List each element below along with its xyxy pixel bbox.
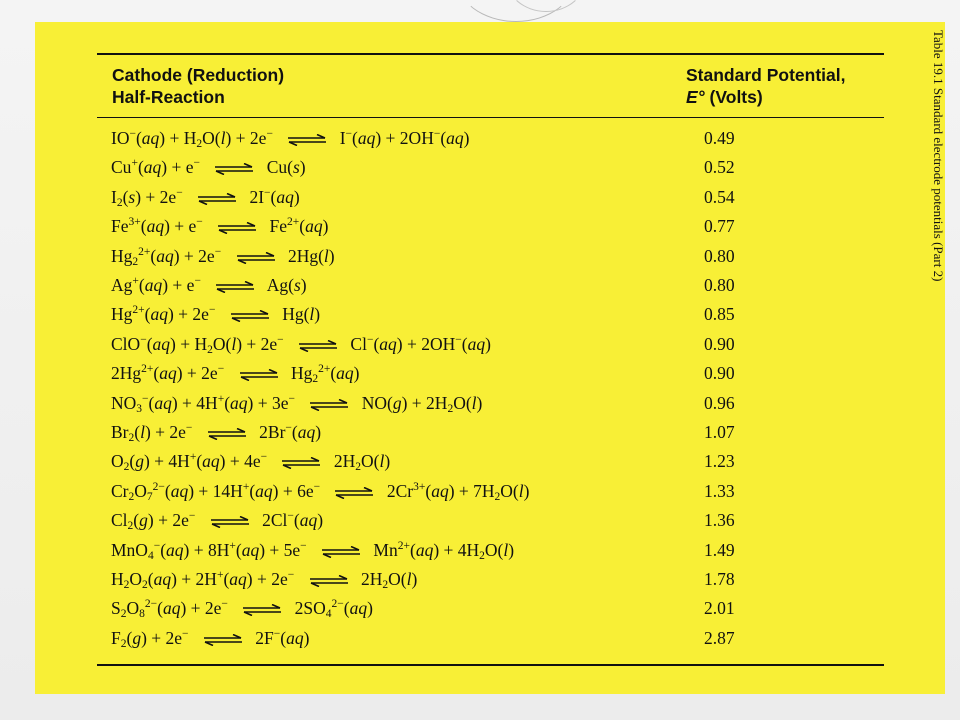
standard-potential: 1.07 [704, 422, 735, 442]
standard-potential: 0.80 [704, 245, 735, 266]
standard-potential: 0.54 [704, 186, 735, 207]
table-row [0, 126, 960, 155]
standard-potential: 0.49 [704, 128, 735, 148]
standard-potential: 0.85 [704, 304, 735, 325]
half-reaction: $2Hg^{2+}(aq) + 2e^-$ $Hg_2^{2+}(aq)$ [111, 363, 360, 386]
column-header-potential [686, 64, 845, 108]
table-bottom-rule [97, 664, 884, 666]
equilibrium-arrow-icon [210, 516, 250, 528]
equilibrium-arrow-icon [309, 399, 349, 411]
half-reaction: $F_2(g) + 2e^-$ 2F−(aq) [111, 627, 310, 650]
half-reaction: MnO$_4$−(aq) + 8H+(aq) + 5e− $Mn^{2+}(aq) + 4H_2O(l)$ [111, 539, 515, 562]
half-reaction: $S_2O_8^{2-}(aq) + 2e^-$ $2SO_4^{2-}(aq)$ [111, 598, 373, 621]
half-reaction: $Hg_2^{2+}(aq) + 2e^-$ 2Hg(l) [111, 245, 335, 268]
standard-potential: 1.36 [704, 510, 735, 531]
column-header-reaction [112, 64, 284, 108]
standard-potential: 1.49 [704, 539, 735, 560]
standard-potential: 1.23 [704, 451, 735, 472]
potential-symbol: E° [686, 87, 705, 107]
side-caption: Table 19.1 Standard electrode potentials (Part 2) [931, 30, 946, 282]
table-row [0, 302, 960, 331]
standard-potential: 0.96 [704, 392, 735, 413]
equilibrium-arrow-icon [287, 134, 327, 146]
equilibrium-arrow-icon [298, 340, 338, 352]
standard-potential: 1.33 [704, 480, 735, 501]
half-reaction: $H_2O_2(aq) + 2H^+(aq) + 2e^-$ $2H_2O(l)$ [111, 569, 418, 591]
standard-potential: 0.77 [704, 216, 735, 237]
header-rule [97, 117, 884, 118]
table-row [0, 626, 960, 655]
table-row [0, 361, 960, 390]
standard-potential: 0.80 [704, 275, 735, 295]
equilibrium-arrow-icon [203, 634, 243, 646]
table-row [0, 420, 960, 449]
half-reaction: Cu+(aq) + e− Cu(s) [111, 157, 306, 178]
standard-potential: 2.01 [704, 598, 735, 619]
equilibrium-arrow-icon [217, 222, 257, 234]
equilibrium-arrow-icon [239, 369, 279, 381]
table-row [0, 155, 960, 184]
standard-potential: 2.87 [704, 627, 735, 648]
standard-potential: 0.90 [704, 363, 735, 384]
standard-potential: 0.52 [704, 157, 735, 178]
equilibrium-arrow-icon [309, 575, 349, 587]
table-row [0, 244, 960, 273]
table-row [0, 596, 960, 625]
table-top-rule [97, 53, 884, 55]
equilibrium-arrow-icon [207, 428, 247, 440]
potential-unit: (Volts) [709, 87, 763, 107]
standard-potential: 0.90 [704, 333, 735, 354]
table-row [0, 538, 960, 567]
equilibrium-arrow-icon [214, 163, 254, 175]
half-reaction: $Cl_2(g) + 2e^-$ 2Cl−(aq) [111, 510, 324, 533]
header-line [686, 86, 845, 108]
header-line: Half-Reaction [112, 87, 225, 107]
table-row [0, 273, 960, 302]
table-row [0, 479, 960, 508]
equilibrium-arrow-icon [236, 252, 276, 264]
half-reaction: $NO_3^-(aq) + 4H^+(aq) + 3e^-$ $NO(g) + 2H_2O(l)$ [111, 392, 483, 415]
half-reaction: Ag+(aq) + e− Ag(s) [111, 275, 307, 295]
half-reaction: $Cr_2O_7^{2-}(aq) + 14H^+(aq) + 6e^-$ $2Cr^{3+}(aq) + 7H_2O(l)$ [111, 480, 530, 503]
table-row [0, 391, 960, 420]
equilibrium-arrow-icon [281, 457, 321, 469]
equilibrium-arrow-icon [230, 310, 270, 322]
half-reaction: $Fe^{3+}(aq) + e^-$ $Fe^{2+}(aq)$ [111, 216, 329, 237]
equilibrium-arrow-icon [197, 193, 237, 205]
header-line: Cathode (Reduction) [112, 65, 285, 85]
equilibrium-arrow-icon [242, 604, 282, 616]
half-reaction: $Br_2(l) + 2e^-$ 2Br−(aq) [111, 422, 322, 444]
table-row [0, 508, 960, 537]
table-row [0, 332, 960, 361]
table-row [0, 449, 960, 478]
half-reaction: $Hg^{2+}(aq) + 2e^-$ Hg(l) [111, 304, 321, 325]
table-row [0, 214, 960, 243]
equilibrium-arrow-icon [334, 487, 374, 499]
half-reaction: $IO^-(aq) + H_2O(l) + 2e^-$ I−(aq) + 2OH−(aq) [111, 128, 470, 150]
half-reaction: $O_2(g) + 4H^+(aq) + 4e^-$ $2H_2O(l)$ [111, 451, 391, 474]
half-reaction: $ClO^-(aq) + H_2O(l) + 2e^-$ Cl−(aq) + 2OH−(aq) [111, 333, 491, 356]
half-reaction: $I_2(s) + 2e^-$ 2I−(aq) [111, 186, 300, 209]
standard-potential: 1.78 [704, 569, 735, 589]
equilibrium-arrow-icon [215, 281, 255, 293]
equilibrium-arrow-icon [321, 546, 361, 558]
table-row [0, 567, 960, 596]
header-line: Standard Potential, [686, 65, 846, 85]
table-row [0, 185, 960, 214]
